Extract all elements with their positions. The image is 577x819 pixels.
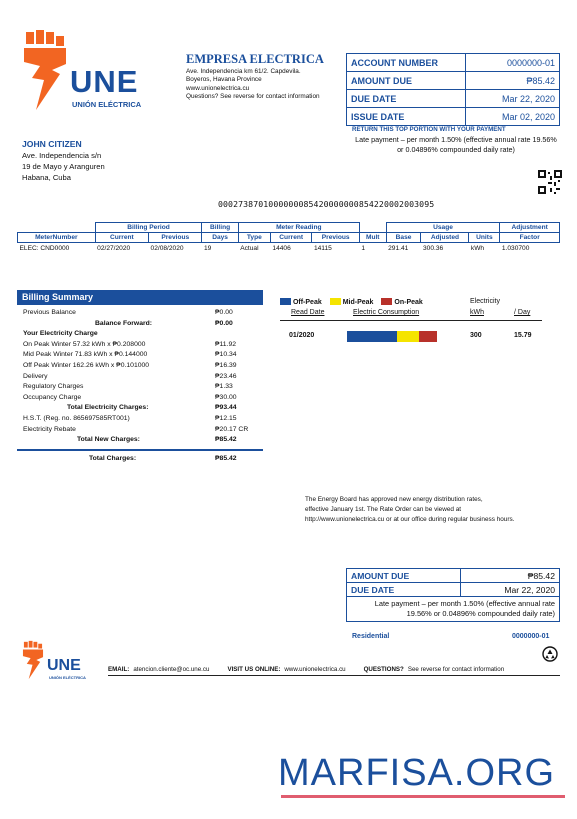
column-header: Current [95,233,148,243]
table-cell: 02/27/2020 [97,245,131,252]
summary-amount: ₱93.44 [215,404,237,412]
consumption-segment-off-peak [347,331,397,342]
issue-date-label: ISSUE DATE [347,108,466,126]
table-cell: 300.36 [422,245,444,252]
billing-summary-row [23,340,263,351]
summary-label: Total New Charges: [77,436,140,444]
billing-summary-row [23,425,263,436]
summary-amount: ₱12.15 [215,414,237,422]
stub-account-number: 0000000-01 [512,633,550,640]
stub-due-label: DUE DATE [347,583,461,597]
address-line: Boyeros, Havana Province [186,76,262,84]
summary-label: Delivery [23,372,48,380]
table-cell: 1 [361,245,366,252]
amount-due-value: ₱85.42 [466,72,560,90]
questions-text: See reverse for contact information [407,666,505,673]
summary-label: Electricity Rebate [23,425,76,433]
billing-summary-row [23,382,263,393]
summary-amount: ₱11.92 [215,340,237,348]
column-header: Adjusted [421,233,469,243]
footer-logo-text: UNE [47,657,81,674]
account-number-label: ACCOUNT NUMBER [347,54,466,72]
legend-item: Off-Peak [280,298,322,306]
issue-date-value: Mar 02, 2020 [466,108,560,126]
table-cell: ELEC: CND0000 [19,245,70,252]
rate-notice [305,495,514,525]
company-name: EMPRESA ELECTRICA [186,52,324,66]
summary-amount [215,329,263,340]
stub-amount-value: ₱85.42 [461,569,560,583]
total-charges-label: Total Charges: [89,454,137,462]
summary-label: Regulatory Charges [23,383,84,391]
kwh-value: 300 [470,332,482,339]
summary-label: Mid Peak Winter 71.83 kWh x ₱0.144000 [23,351,148,359]
total-charges-amount: ₱85.42 [215,454,237,462]
table-cell: 19 [203,245,212,252]
summary-amount: ₱10.34 [215,351,237,359]
return-note: RETURN THIS TOP PORTION WITH YOUR PAYMENT [352,126,506,133]
usage-legend [280,298,423,306]
summary-label: Previous Balance [23,309,76,316]
summary-label: Total Electricity Charges: [67,404,149,412]
kwh-header: kWh [470,309,484,316]
electricity-header: Electricity [470,298,500,305]
meter-reading-header: Meter Reading [238,223,359,233]
summary-amount: ₱85.42 [215,436,237,444]
column-header: Previous [312,233,359,243]
questions-label: QUESTIONS? [363,666,404,673]
summary-label: Occupancy Charge [23,393,82,401]
footer-logo [22,640,94,684]
fist-lightning-icon [22,640,44,680]
logo-subtitle: UNIÓN ELÉCTRICA [72,100,142,109]
billing-summary-row [23,414,263,425]
footer-contact [108,666,560,673]
billing-summary-row [23,319,263,330]
table-cell: 291.41 [388,245,409,252]
billing-summary-row [23,350,263,361]
company-address [186,68,320,102]
summary-amount: ₱23.46 [215,372,237,380]
visit-label: VISIT US ONLINE: [227,666,281,673]
billing-header: Billing [202,223,238,233]
recycle-icon [542,646,558,662]
legend-item: Mid-Peak [330,298,374,306]
table-cell: 1.030700 [501,245,530,252]
summary-amount: ₱0.00 [215,309,233,316]
summary-amount: ₱1.33 [215,383,233,391]
read-date-header: Read Date [291,309,325,316]
summary-label: Off Peak Winter 162.26 kWh x ₱0.101000 [23,361,150,369]
une-logo [22,30,157,112]
divider [280,320,542,321]
qr-code-icon [538,170,562,194]
due-date-value: Mar 22, 2020 [466,90,560,108]
read-date-value: 01/2020 [289,332,315,339]
logo-text: UNE [70,64,139,99]
summary-amount: ₱20.17 CR [215,425,249,433]
per-day-header: / Day [514,309,531,316]
table-cell: Actual [240,245,259,252]
billing-period-header: Billing Period [95,223,202,233]
notice-line: The Energy Board has approved new energy distribution rates, [305,496,483,503]
customer-address-line: Ave. Independencia s/n [22,151,102,160]
account-type: Residential [352,633,390,640]
billing-summary-title: Billing Summary [17,290,263,305]
billing-summary-row [23,329,263,340]
watermark: MARFISA.ORG [278,752,556,794]
summary-label: On Peak Winter 57.32 kWh x ₱0.208000 [23,340,146,348]
per-day-value: 15.79 [514,332,532,339]
watermark-underline [281,795,565,798]
notice-line: http://www.unionelectrica.cu or at our office during regular business hours. [305,516,515,523]
amount-due-label: AMOUNT DUE [347,72,466,90]
billing-summary-row [23,435,263,446]
customer-name: JOHN CITIZEN [22,139,82,149]
table-cell: 14115 [313,245,332,252]
column-header: Type [238,233,270,243]
due-date-label: DUE DATE [347,90,466,108]
column-header: Units [469,233,500,243]
consumption-bar [347,331,437,342]
usage-header: Usage [386,223,500,233]
stub-due-value: Mar 22, 2020 [461,583,560,597]
billing-summary-row [23,403,263,414]
consumption-segment-on-peak [419,331,437,342]
payment-stub-table [346,568,560,622]
stub-amount-label: AMOUNT DUE [347,569,461,583]
stub-late-note: Late payment – per month 1.50% (effective annual rate 19.56% or 0.04896% compounded daily rate) [347,597,560,622]
summary-label: H.S.T. (Reg. no. 865697585RT001) [23,414,130,422]
summary-amount: ₱16.39 [215,361,237,369]
customer-address-line: Habana, Cuba [22,173,71,182]
billing-summary-row [23,361,263,372]
email-label: EMAIL: [108,666,130,673]
footer-logo-subtitle: UNIÓN ELÉCTRICA [49,675,86,680]
customer-address-block [22,139,105,183]
email-link[interactable]: atencion.cliente@oc.une.cu [133,666,210,673]
account-summary-table [346,53,560,126]
column-header: Days [202,233,238,243]
fist-lightning-icon [22,30,68,110]
summary-label: Balance Forward: [95,319,153,327]
customer-address-line: 19 de Mayo y Aranguren [22,162,105,171]
notice-line: effective January 1st. The Rate Order can be viewed at [305,506,462,513]
column-header: Base [386,233,421,243]
website-link[interactable]: www.unionelectrica.cu [284,666,346,673]
billing-summary-row [23,372,263,383]
late-payment-note: Late payment – per month 1.50% (effective annual rate 19.56% or 0.04896% compounded daily rate) [355,135,557,154]
table-cell: kWh [470,245,485,252]
billing-summary-row [23,393,263,404]
total-charges-row [17,454,263,465]
table-cell: 02/08/2020 [150,245,184,252]
address-line: Ave. Independencia km 61/2. Capdevila. [186,68,301,75]
column-header: Mult [359,233,386,243]
divider [108,675,560,676]
summary-amount: ₱30.00 [215,393,237,401]
column-header: Factor [500,233,560,243]
legend-item: On-Peak [381,298,422,306]
table-row [18,243,560,255]
billing-summary-row [23,308,263,319]
meter-reading-table [17,222,560,254]
account-number-value: 0000000-01 [466,54,560,72]
column-header: Previous [149,233,202,243]
adjustment-header: Adjustment [500,223,560,233]
column-header: MeterNumber [18,233,96,243]
summary-amount: ₱0.00 [215,319,233,327]
website-link[interactable]: www.unionelectrica.cu [186,84,250,92]
table-cell: 14406 [272,245,291,252]
questions-note: Questions? See reverse for contact information [186,93,320,101]
summary-label: Your Electricity Charge [23,330,98,338]
consumption-header: Electric Consumption [353,309,420,316]
barcode-number: 0002738701000000085420000000854220002003095 [218,199,435,209]
consumption-segment-mid-peak [397,331,419,342]
billing-summary [17,290,263,464]
column-header: Current [270,233,312,243]
